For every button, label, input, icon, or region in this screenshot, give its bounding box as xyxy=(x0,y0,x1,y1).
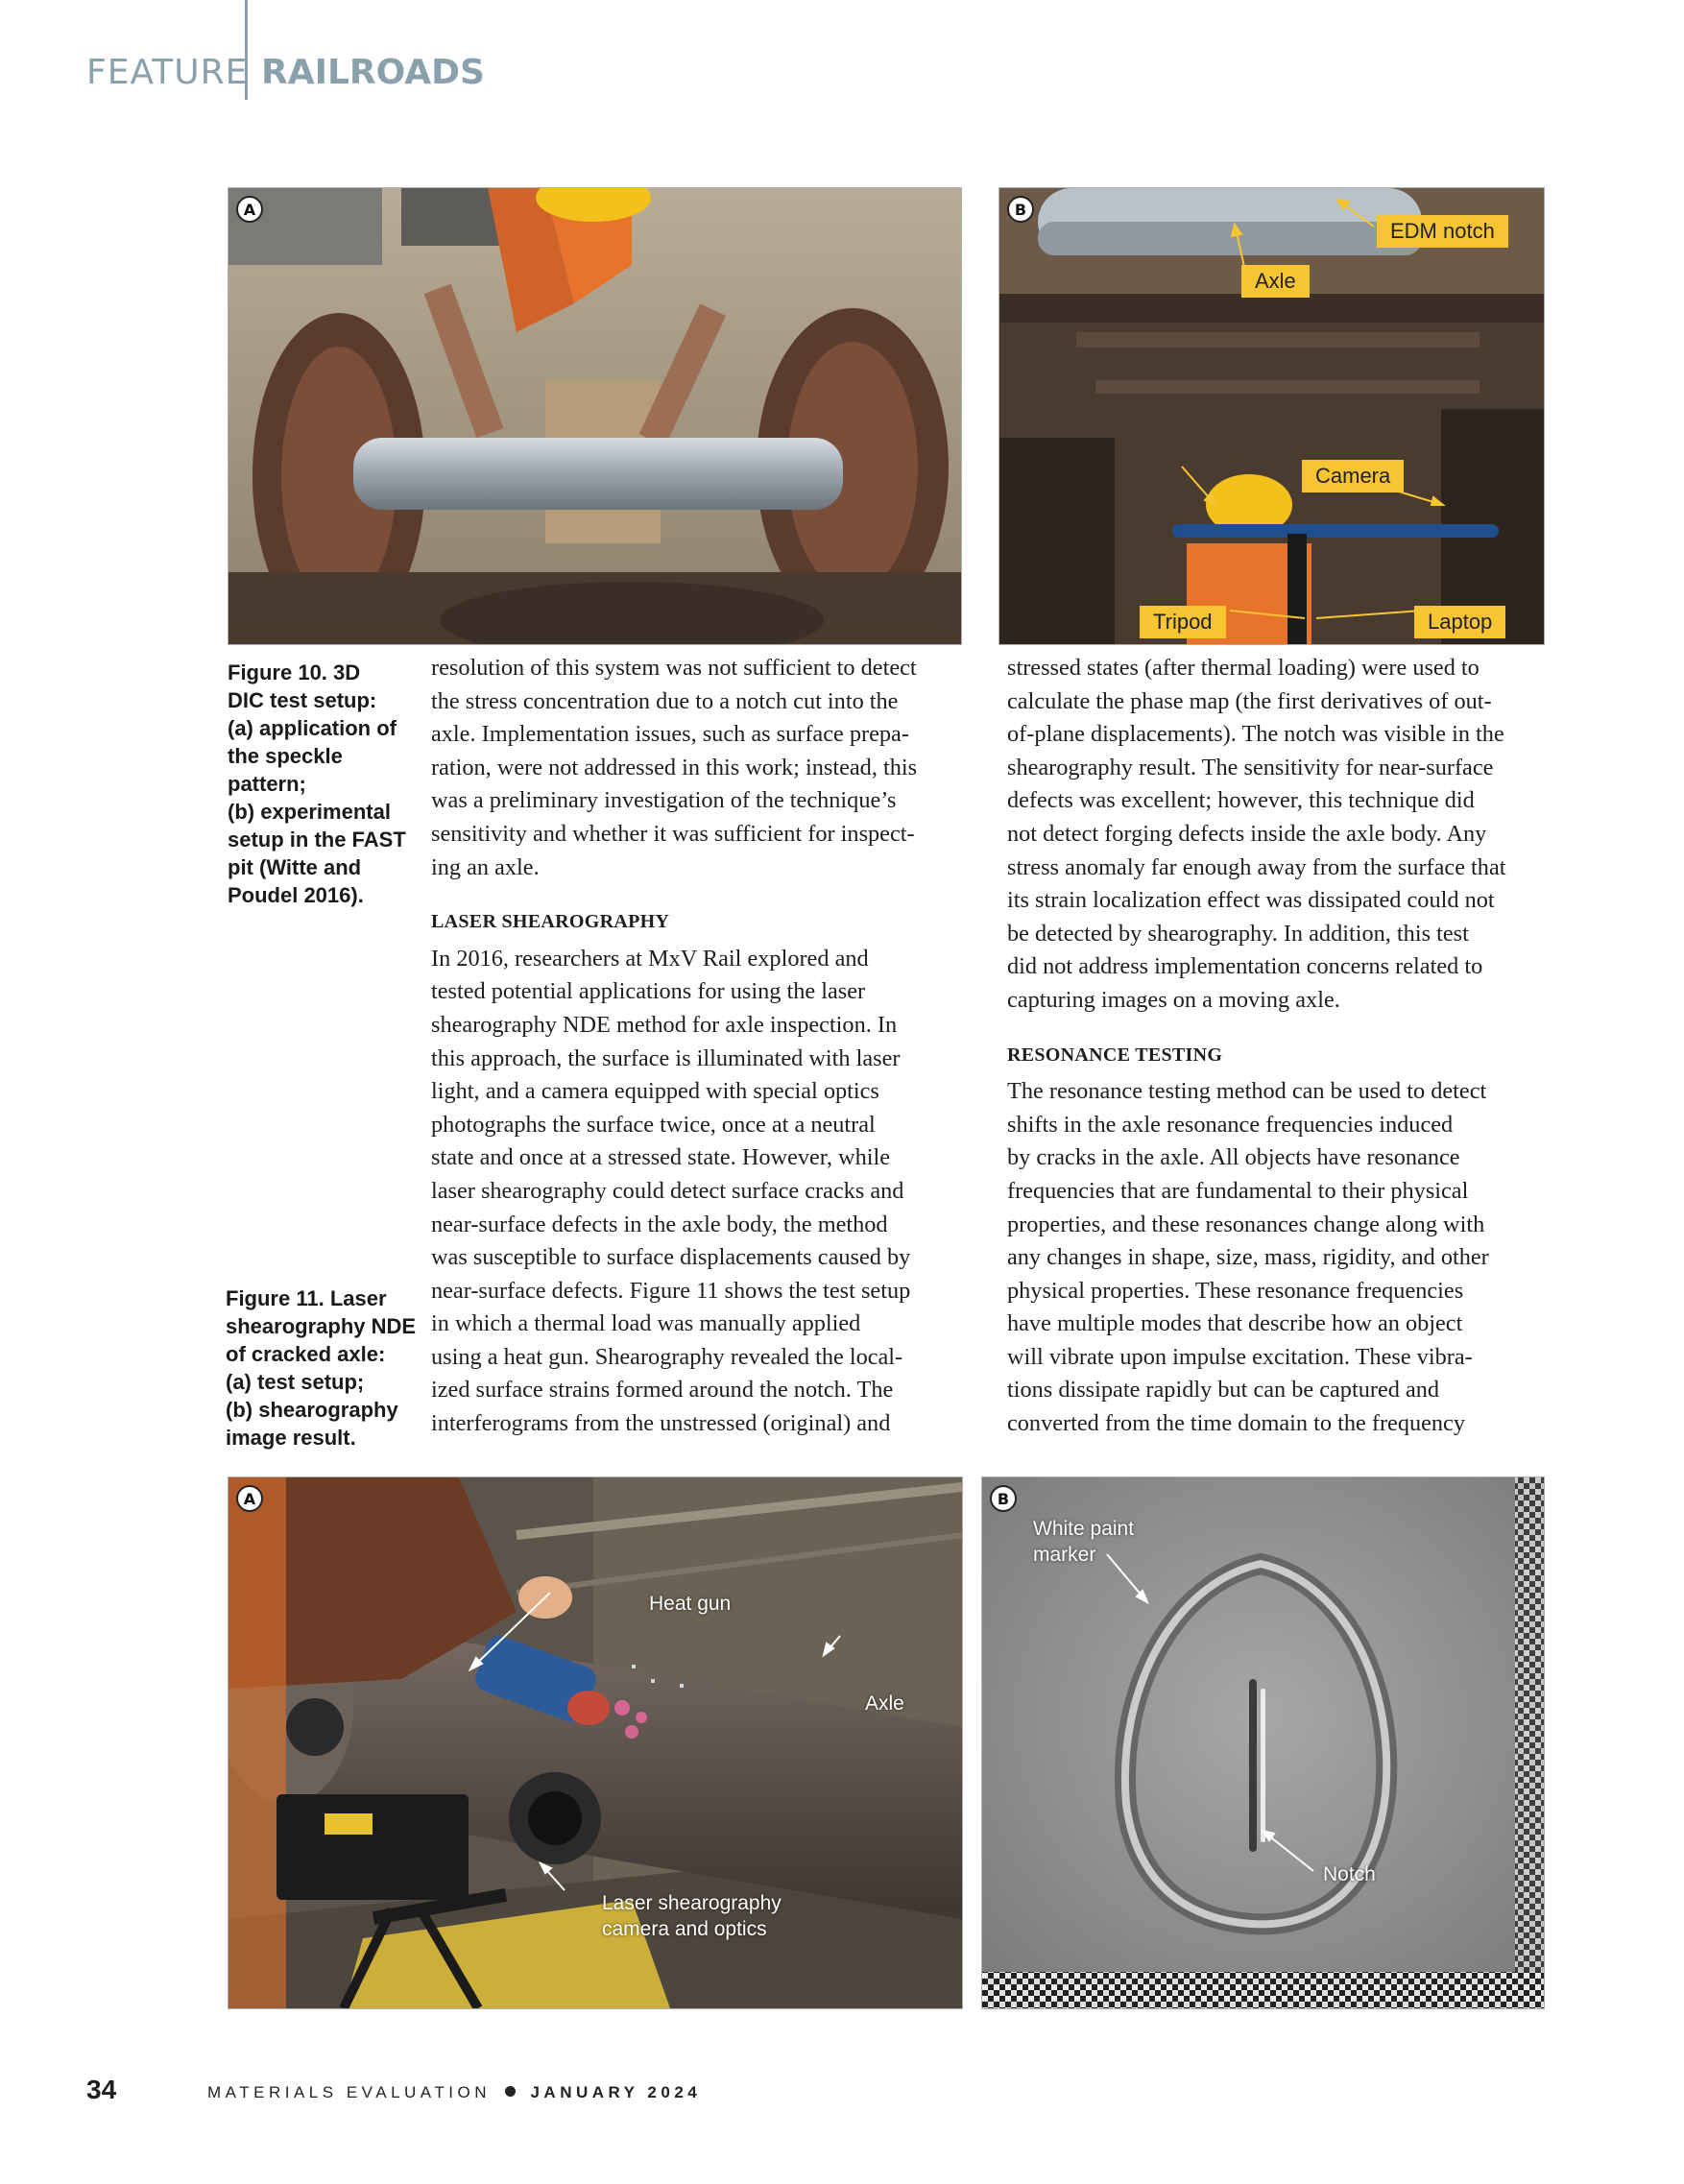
callout-arrows xyxy=(999,188,1544,644)
magazine-name: MATERIALS EVALUATION xyxy=(207,2083,491,2101)
white-paint-marker-label: White paint marker xyxy=(1033,1518,1135,1566)
caption-line: pit (Witte and xyxy=(228,855,362,879)
caption-line: (a) application of xyxy=(228,716,397,740)
figure-10-caption xyxy=(228,659,420,909)
text-line: physical properties. These resonance frequencies xyxy=(1007,1277,1464,1304)
caption-line: Figure 11. Laser xyxy=(226,1286,387,1310)
panel-b-badge: B xyxy=(1007,196,1034,223)
speckle-application-illustration xyxy=(229,188,961,644)
figure-10a-photo xyxy=(228,187,962,645)
figure-11a-photo xyxy=(228,1476,963,2009)
notch-label: Notch xyxy=(1323,1863,1376,1885)
panel-a-badge: A xyxy=(236,196,263,223)
figure-10b-photo xyxy=(998,187,1545,645)
text-line: was susceptible to surface displacements caused by xyxy=(431,1244,911,1271)
text-line: calculate the phase map (the first derivatives of out- xyxy=(1007,687,1492,714)
text-line: ration, were not addressed in this work; instead, this xyxy=(431,754,918,780)
paragraph xyxy=(1007,652,1554,1018)
caption-line: (b) experimental xyxy=(228,800,391,824)
figure-11b-image xyxy=(981,1476,1545,2009)
text-line: stress anomaly far enough away from the surface that xyxy=(1007,853,1506,880)
text-line: ing an axle. xyxy=(431,853,540,880)
text-line: shearography result. The sensitivity for near-surface xyxy=(1007,754,1494,780)
text-line: tested potential applications for using the laser xyxy=(431,978,866,1005)
topic-label: RAILROADS xyxy=(261,53,485,92)
bullet-separator xyxy=(505,2086,516,2097)
caption-line: Poudel 2016). xyxy=(228,883,364,907)
right-text-column xyxy=(1007,652,1554,1441)
text-line: this approach, the surface is illuminated with laser xyxy=(431,1044,901,1071)
text-line: shearography NDE method for axle inspection. In xyxy=(431,1011,898,1038)
text-line: of-plane displacements). The notch was visible in the xyxy=(1007,721,1504,748)
section-heading: RESONANCE TESTING xyxy=(1007,1044,1223,1066)
section-heading: LASER SHEAROGRAPHY xyxy=(431,911,670,933)
page-number: 34 xyxy=(86,2075,117,2104)
text-line: was a preliminary investigation of the technique’s xyxy=(431,787,897,814)
text-line: state and once at a stressed state. However, while xyxy=(431,1144,891,1171)
text-line: axle. Implementation issues, such as surface prepa- xyxy=(431,721,909,748)
axle-label: Axle xyxy=(1241,265,1310,298)
laser-camera-label: Laser shearography camera and optics xyxy=(602,1892,782,1940)
text-line: capturing images on a moving axle. xyxy=(1007,986,1340,1013)
text-line: photographs the surface twice, once at a neutral xyxy=(431,1111,876,1138)
text-line: laser shearography could detect surface cracks and xyxy=(431,1177,904,1204)
text-line: in which a thermal load was manually applied xyxy=(431,1310,861,1337)
text-line: any changes in shape, size, mass, rigidity, and other xyxy=(1007,1244,1489,1271)
laptop-label: Laptop xyxy=(1414,606,1505,638)
caption-line: image result. xyxy=(226,1426,356,1450)
caption-line: setup in the FAST xyxy=(228,828,406,852)
text-line: shifts in the axle resonance frequencies induced xyxy=(1007,1111,1454,1138)
text-line: converted from the time domain to the frequency xyxy=(1007,1410,1465,1437)
text-line: did not address implementation concerns related to xyxy=(1007,953,1483,980)
text-line: near-surface defects in the axle body, the method xyxy=(431,1211,888,1237)
text-line: The resonance testing method can be used to detect xyxy=(1007,1078,1487,1105)
text-line: light, and a camera equipped with special optics xyxy=(431,1078,879,1105)
text-line: interferograms from the unstressed (original) and xyxy=(431,1410,891,1437)
middle-text-column xyxy=(431,652,978,1441)
text-line: using a heat gun. Shearography revealed the local- xyxy=(431,1343,903,1370)
panel-b-badge: B xyxy=(990,1485,1017,1512)
paragraph xyxy=(431,652,978,884)
caption-line: the speckle pattern; xyxy=(228,744,343,796)
callout-arrows xyxy=(229,1477,962,2008)
caption-line: DIC test setup: xyxy=(228,688,377,712)
issue-date: JANUARY 2024 xyxy=(530,2083,702,2101)
panel-a-badge: A xyxy=(236,1485,263,1512)
text-line: ized surface strains formed around the notch. The xyxy=(431,1377,894,1404)
text-line: In 2016, researchers at MxV Rail explored and xyxy=(431,945,869,972)
text-line: stressed states (after thermal loading) were used to xyxy=(1007,655,1480,681)
heat-gun-label: Heat gun xyxy=(649,1593,732,1615)
camera-label: Camera xyxy=(1302,460,1404,492)
footer-magazine xyxy=(207,2083,701,2102)
section-label: FEATURE xyxy=(86,53,249,92)
edm-notch-label: EDM notch xyxy=(1377,215,1508,248)
text-line: by cracks in the axle. All objects have resonance xyxy=(1007,1144,1460,1171)
text-line: the stress concentration due to a notch cut into the xyxy=(431,687,899,714)
text-line: be detected by shearography. In addition, this test xyxy=(1007,920,1469,947)
caption-line: (a) test setup; xyxy=(226,1370,365,1394)
text-line: near-surface defects. Figure 11 shows the test setup xyxy=(431,1277,911,1304)
text-line: will vibrate upon impulse excitation. These vibra- xyxy=(1007,1343,1473,1370)
text-line: defects was excellent; however, this technique did xyxy=(1007,787,1475,814)
text-line: frequencies that are fundamental to their physical xyxy=(1007,1177,1469,1204)
paragraph xyxy=(1007,1075,1554,1441)
caption-line: Figure 10. 3D xyxy=(228,660,361,684)
text-line: not detect forging defects inside the axle body. Any xyxy=(1007,820,1487,847)
text-line: its strain localization effect was dissipated could not xyxy=(1007,887,1495,914)
text-line: resolution of this system was not sufficient to detect xyxy=(431,655,917,681)
caption-line: of cracked axle: xyxy=(226,1342,386,1366)
tripod-label: Tripod xyxy=(1140,606,1226,638)
text-line: have multiple modes that describe how an object xyxy=(1007,1310,1463,1337)
caption-line: (b) shearography xyxy=(226,1398,398,1422)
text-line: sensitivity and whether it was sufficient for inspect- xyxy=(431,820,915,847)
axle-label: Axle xyxy=(865,1692,904,1715)
text-line: tions dissipate rapidly but can be captured and xyxy=(1007,1377,1440,1404)
paragraph xyxy=(431,943,978,1441)
caption-line: shearography NDE xyxy=(226,1314,417,1338)
text-line: properties, and these resonances change along with xyxy=(1007,1211,1485,1237)
figure-11-caption xyxy=(226,1284,418,1452)
